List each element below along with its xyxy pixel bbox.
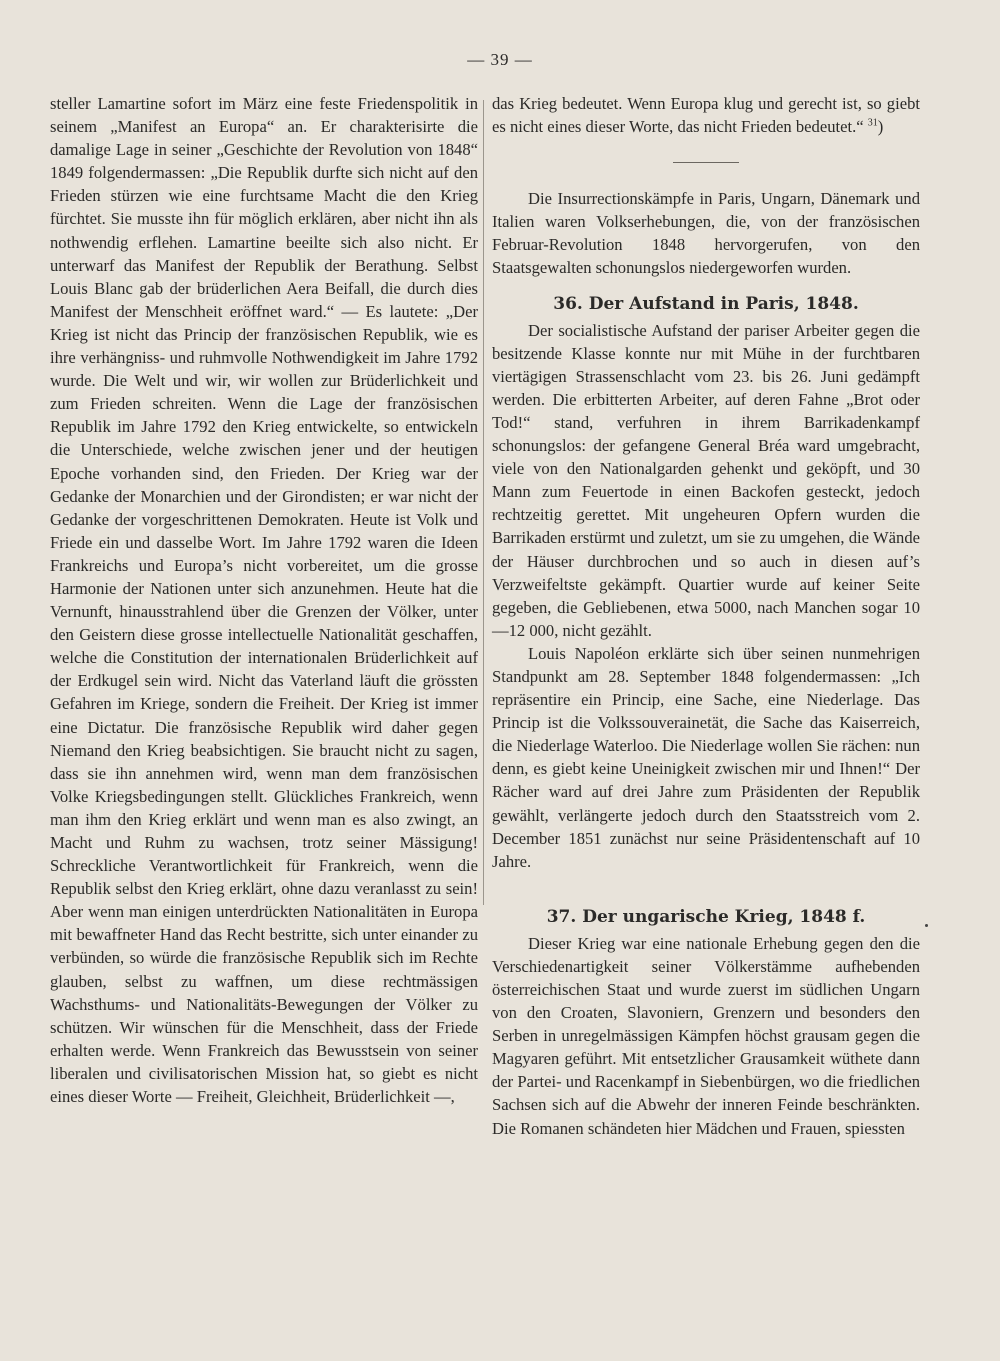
section-separator xyxy=(673,162,739,163)
louis-napoleon-paragraph: Louis Napoléon erklärte sich über seinen nunmehrigen Standpunkt am 28. September 1848 folgendermassen: „Ich repräsentire ein Princip, eine Sache, eine Niederlage. Das Princip ist die Volkssouverainetät, die Sache das Kaiserreich, die Niederlage Waterloo. Die Niederlage wollen Sie rächen: nun denn, es giebt keine Uneinigkeit zwischen mir und Ihnen!“ Der Rächer ward auf drei Jahre zum Präsidenten der Republik gewählt, verlängerte jedoch durch den Staatsstreich vom 2. December 1851 zunächst nur seine Präsidentenschaft auf 10 Jahre. xyxy=(492,643,920,871)
footnote-close: ) xyxy=(877,117,884,137)
paris-uprising-paragraph: Der socialistische Aufstand der pariser Arbeiter gegen die besitzende Klasse konnte nur mit Mühe in der furchtbaren viertägigen Strassenschlacht vom 23. bis 26. Juni gedämpft werden. Die erbitterten Arbeiter, auf deren Fahne „Brot oder Tod!“ stand, verfuhren in ihrem Barrikadenkampf schonungslos: der gefangene General Bréa ward umgebracht, viele von den Nationalgarden gehenkt und geköpft, und 30 Mann zum Feuertode in einen Backofen gesteckt, jedoch rechtzeitig gerettet. Mit ungeheuren Opfern wurden die Barrikaden erstürmt und zuletzt, um sie zu umgehen, die Wände der Häuser durchbrochen und so auch in diesen auf’s Verzweifeltste gekämpft. Quartier wurde auf keiner Seite gegeben, die Gebliebenen, etwa 5000, nach Manchen sogar 10—12 000, nicht gezählt. xyxy=(492,320,920,640)
manifest-continuation-text: das Krieg bedeutet. Wenn Europa klug und gerecht ist, so giebt es nicht eines dieser Worte, das nicht Frieden bedeutet.“ xyxy=(492,94,920,137)
page-number: — 39 — xyxy=(467,50,533,69)
lamartine-manifest-paragraph: steller Lamartine sofort im März eine feste Friedenspolitik in seinem „Manifest an Europa“ an. Er charakterisirte die damalige Lage in seiner „Geschichte der Revolution von 1848“ 1849 folgendermassen: „Die Republik durfte sich nicht auf den Frieden stürzen wie eine furchtsame Macht die den Krieg fürchtet. Sie musste ihn für möglich erklären, aber nicht ihn als nothwendig erflehen. Lamartine beeilte sich also nicht. Er unterwarf das Manifest der Republik der Berathung. Selbst Louis Blanc gab der brüderlichen Aera Beifall, die durch dies Manifest der Menschheit eröffnet ward.“ — Es lautete: „Der Krieg ist nicht das Princip der französischen Republik, wie es ihre verhängniss- und ruhmvolle Nothwendigkeit im Jahre 1792 wurde. Die Welt und wir, wir wollen zur Brüderlichkeit und zum Frieden schreiten. Wenn die Lage der französischen Republik im Jahre 1792 den Krieg entwickelte, so entwickeln die Unterschiede, welche zwischen jener und der heutigen Epoche vorhanden sind, den Frieden. Der Krieg war der Gedanke der Monarchien und der Girondisten; er war nicht der Gedanke der vorgeschrittenen Demokraten. Heute ist Volk und Friede ein und dasselbe Wort. Im Jahre 1792 waren die Ideen Frankreichs und Europa’s nicht vorbereitet, um die grosse Harmonie der Nationen unter sich anzunehmen. Heute hat die Vernunft, hinausstrahlend über die Grenzen der Völker, unter den Geistern diese grosse intellectuelle Nationalität geschaffen, welche die Constitution der internationalen Brüderlichkeit auf der Erdkugel sein wird. Nicht das Vaterland läuft die grössten Gefahren im Kriege, sondern die Freiheit. Der Krieg ist immer eine Dictatur. Die französische Republik wird daher gegen Niemand den Krieg beabsichtigen. Sie braucht nicht zu sagen, dass sie ihn annehmen wird, wenn man dem französischen Volke Kriegsbedingungen stellt. Glückliches Frankreich, wenn man ihm den Krieg erklärt und wenn man es also zwingt, an Macht und Ruhm zu wachsen, trotz seiner Mässigung! Schreckliche Verantwortlichkeit für Frankreich, wenn die Republik selbst den Krieg erklärt, ohne dazu veranlasst zu sein! Aber wenn man einigen unterdrückten Nationalitäten in Europa mit bewaffneter Hand das Recht bestritte, sich unter einander zu verbünden, so würde die französische Republik sich im Rechte glauben, selbst zu waffnen, um diese rechtmässigen Wachsthums- und Nationalitäts-Bewegungen der Völker zu schützen. Wir wünschen für die Menschheit, dass der Friede erhalten werde. Wenn Frankreich das Bewusstsein von seiner liberalen und civilisatorischen Mission hat, so giebt es nicht eines dieser Worte — Freiheit, Gleichheit, Brüderlichkeit —, xyxy=(50,94,478,1107)
left-column xyxy=(50,92,478,1108)
right-column xyxy=(492,92,920,1140)
footnote-ref: 31 xyxy=(867,117,878,129)
section-heading-37: 37. Der ungarische Krieg, 1848 f. xyxy=(546,906,866,927)
manifest-continuation xyxy=(492,92,920,138)
section-heading-36: 36. Der Aufstand in Paris, 1848. xyxy=(553,293,859,314)
hungarian-war-paragraph: Dieser Krieg war eine nationale Erhebung gegen den die Verschiedenartigkeit seiner Völkerstämme aufhebenden österreichischen Staat und wurde zuerst im südlichen Ungarn von den Croaten, Slavoniern, Grenzern und besonders den Serben in unregelmässigen Kämpfen höchst grausam gegen die Magyaren geführt. Mit entsetzlicher Grausamkeit wüthete dann der Partei- und Racenkampf in Siebenbürgen, wo die friedlichen Sachsen sich auf die Abwehr der inneren Feinde beschränkten. Die Romanen schändeten hier Mädchen und Frauen, spiessten xyxy=(492,933,920,1138)
ink-dot xyxy=(925,924,928,927)
column-divider xyxy=(483,100,484,905)
insurrection-paragraph: Die Insurrectionskämpfe in Paris, Ungarn, Dänemark und Italien waren Volkserhebungen, die, von der französischen Februar-Revolution 1848 hervorgerufen, von den Staatsgewalten schonungslos niedergeworfen wurden. xyxy=(492,189,920,278)
